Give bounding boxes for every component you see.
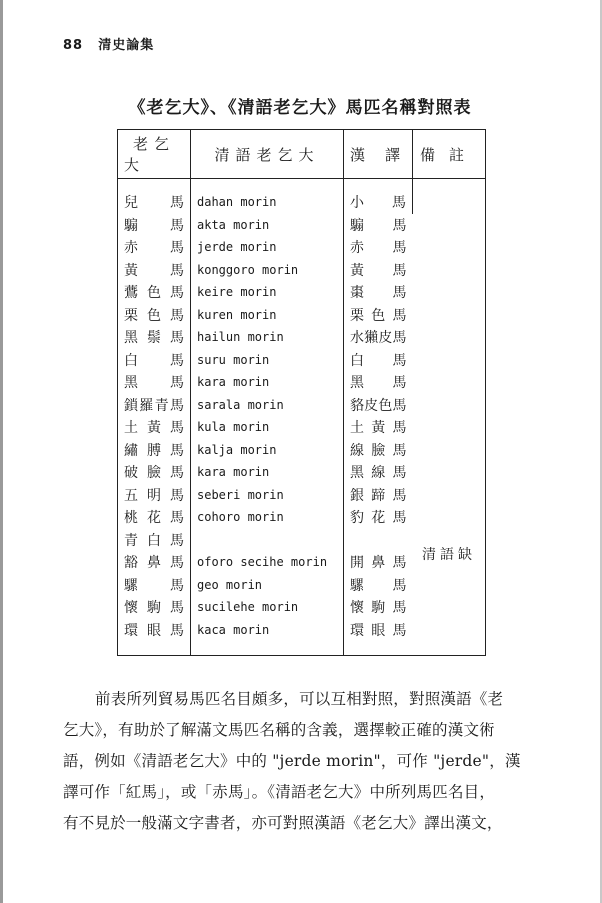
manchu-cell: suru morin <box>191 349 344 372</box>
body-paragraph <box>63 684 583 839</box>
laoqida-cell: 鷰色馬 <box>118 281 191 304</box>
manchu-cell <box>191 529 344 552</box>
hanyi-cell: 貉皮色馬 <box>350 397 407 414</box>
hanyi-cell: 白馬 <box>350 352 407 369</box>
header-laoqida: 老乞大 <box>118 130 191 179</box>
hanyi-cell: 豹花馬 <box>350 510 407 527</box>
page-left-edge <box>0 0 3 903</box>
laoqida-cell: 桃花馬 <box>118 506 191 529</box>
manchu-cell: kalja morin <box>191 439 344 462</box>
manchu-cell: sucilehe morin <box>191 596 344 619</box>
manchu-cell: jerde morin <box>191 236 344 259</box>
hanyi-cell: 線臉馬 <box>350 442 407 459</box>
manchu-cell: seberi morin <box>191 484 344 507</box>
manchu-cell: akta morin <box>191 214 344 237</box>
hanyi-cell: 騾馬 <box>350 577 407 594</box>
laoqida-cell: 繡膊馬 <box>118 439 191 462</box>
manchu-cell: kara morin <box>191 461 344 484</box>
hanyi-cell: 水獺皮馬 <box>350 330 407 347</box>
hanyi-cell: 赤馬 <box>350 240 407 257</box>
paragraph-line: 語，例如《清語老乞大》中的 "jerde morin"，可作 "jerde"，漢 <box>63 752 521 770</box>
header-hanyi: 漢譯 <box>344 130 413 179</box>
laoqida-cell: 黑鬃馬 <box>118 326 191 349</box>
hanyi-cell: 黑線馬 <box>350 465 407 482</box>
hanyi-cell: 黃馬 <box>350 262 407 279</box>
hanyi-cell: 土黃馬 <box>350 420 407 437</box>
header-beizhu: 備註 <box>413 130 486 179</box>
table-row <box>118 179 486 214</box>
laoqida-cell: 栗色馬 <box>118 304 191 327</box>
manchu-cell: kuren morin <box>191 304 344 327</box>
manchu-cell: kula morin <box>191 416 344 439</box>
paragraph-line: 前表所列貿易馬匹名目頗多，可以互相對照，對照漢語《老 <box>95 690 504 708</box>
laoqida-cell: 土黃馬 <box>118 416 191 439</box>
hanyi-cell: 騸馬 <box>350 217 407 234</box>
table-body <box>118 179 486 656</box>
hanyi-cell: 懷駒馬 <box>350 600 407 617</box>
hanyi-cell: 黑馬 <box>350 375 407 392</box>
manchu-cell: cohoro morin <box>191 506 344 529</box>
laoqida-cell: 兒馬 <box>118 179 191 214</box>
paragraph-line: 有不見於一般滿文字書者，亦可對照漢語《老乞大》譯出漢文， <box>63 814 503 832</box>
hanyi-cell: 栗色馬 <box>350 307 407 324</box>
note-text: 清語缺 <box>422 546 476 563</box>
header-qingyu-laoqida: 清語老乞大 <box>191 130 344 179</box>
manchu-cell: kara morin <box>191 371 344 394</box>
laoqida-cell: 鎖羅青馬 <box>118 394 191 417</box>
laoqida-cell: 黃馬 <box>118 259 191 282</box>
manchu-cell: sarala morin <box>191 394 344 417</box>
hanyi-cell: 棗馬 <box>350 285 407 302</box>
laoqida-cell: 環眼馬 <box>118 619 191 656</box>
laoqida-cell: 白馬 <box>118 349 191 372</box>
manchu-cell: hailun morin <box>191 326 344 349</box>
table-title: 《老乞大》、《清語老乞大》馬匹名稱對照表 <box>128 98 472 118</box>
laoqida-cell: 赤馬 <box>118 236 191 259</box>
hanyi-cell <box>344 529 413 552</box>
laoqida-cell: 青白馬 <box>118 529 191 552</box>
manchu-cell: dahan morin <box>191 179 344 214</box>
paragraph-line: 乞大》，有助於了解滿文馬匹名稱的含義，選擇較正確的漢文術 <box>63 721 495 739</box>
laoqida-cell: 騸馬 <box>118 214 191 237</box>
hanyi-cell: 小馬 <box>344 179 413 214</box>
running-head <box>63 34 154 53</box>
note-cell <box>413 179 486 656</box>
manchu-cell: konggoro morin <box>191 259 344 282</box>
horse-name-table <box>117 129 486 656</box>
manchu-cell: geo morin <box>191 574 344 597</box>
manchu-cell: keire morin <box>191 281 344 304</box>
laoqida-cell: 五明馬 <box>118 484 191 507</box>
laoqida-cell: 黑馬 <box>118 371 191 394</box>
table-header-row <box>118 130 486 179</box>
laoqida-cell: 豁鼻馬 <box>118 551 191 574</box>
page-number: 88 <box>63 38 84 53</box>
book-title: 清史論集 <box>98 38 155 53</box>
hanyi-cell: 環眼馬 <box>350 622 407 639</box>
manchu-cell: oforo secihe morin <box>191 551 344 574</box>
laoqida-cell: 懷駒馬 <box>118 596 191 619</box>
paragraph-line: 譯可作「紅馬」，或「赤馬」。《清語老乞大》中所列馬匹名目， <box>63 783 496 801</box>
laoqida-cell: 騾馬 <box>118 574 191 597</box>
hanyi-cell: 開鼻馬 <box>350 555 407 572</box>
manchu-cell: kaca morin <box>191 619 344 656</box>
hanyi-cell: 銀蹄馬 <box>350 487 407 504</box>
laoqida-cell: 破臉馬 <box>118 461 191 484</box>
